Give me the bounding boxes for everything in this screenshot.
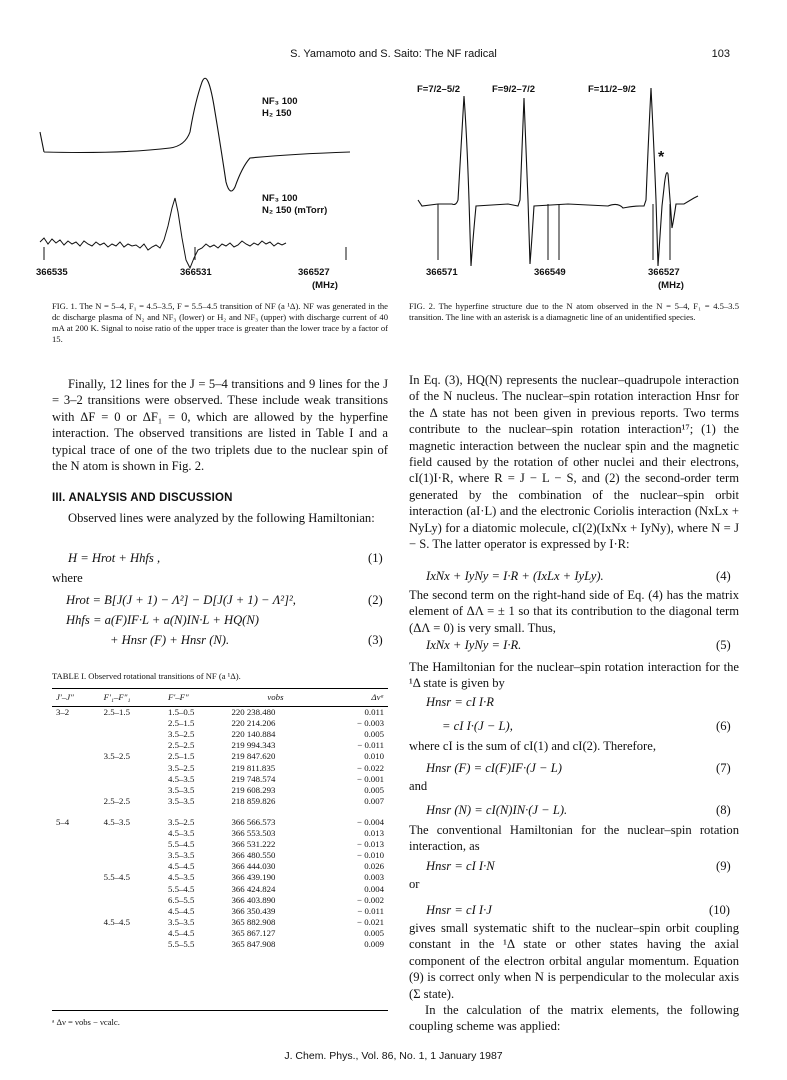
table-cell: 219 811.835 [231, 762, 276, 773]
equation-6-number: (6) [716, 719, 731, 733]
table-row [52, 884, 388, 895]
table-cell [100, 884, 164, 895]
table-cell [100, 763, 164, 774]
fig1-upper-label-2: H₂ 150 [262, 108, 292, 119]
table-cell: 0.009 [364, 938, 384, 949]
equation-9: Hnsr = cI I·N [426, 859, 495, 873]
table-cell: 220 214.206 [231, 718, 276, 729]
table-cell: 0.026 [364, 861, 384, 872]
fig2-label-3: F=11/2–9/2 [588, 84, 636, 95]
fig2-tick-2: 366549 [534, 267, 566, 278]
table-cell: 3.5–2.5 [167, 816, 195, 827]
table-cell [52, 774, 100, 785]
table-cell [164, 807, 227, 817]
table-row [52, 807, 388, 817]
table-cell [100, 861, 164, 872]
table-body [52, 707, 388, 950]
table-cell: 366 403.890 [231, 894, 276, 905]
table-cell: 220 140.884 [231, 729, 276, 740]
table-cell: 2.5–1.5 [167, 751, 195, 762]
table-cell: 218 859.826 [231, 795, 276, 806]
table-cell: 219 748.574 [231, 773, 276, 784]
fig1-upper-trace [40, 78, 350, 191]
table-cell: 4.5–4.5 [103, 916, 131, 927]
table-cell: 4.5–4.5 [167, 861, 195, 872]
table-row [52, 763, 388, 774]
table-cell: 5.5–4.5 [167, 839, 195, 850]
table-cell: 0.003 [364, 872, 384, 883]
table-cell [52, 796, 100, 807]
table-cell: 0.005 [364, 729, 384, 740]
table-cell: 0.005 [364, 784, 384, 795]
table-row [52, 839, 388, 850]
left-paragraph-2: Observed lines were analyzed by the following Hamiltonian: [68, 511, 375, 525]
table-title: TABLE I. Observed rotational transitions of NF (a ¹Δ). [52, 671, 241, 681]
table-row [52, 861, 388, 872]
table-cell [52, 928, 100, 939]
fig2-label-2: F=9/2–7/2 [492, 84, 536, 95]
equation-2-number: (2) [368, 593, 383, 607]
table-cell: 4.5–3.5 [167, 872, 195, 883]
table-cell: 4.5–4.5 [167, 905, 195, 916]
table-cell: 3.5–3.5 [167, 784, 195, 795]
table-cell [52, 939, 100, 950]
equation-4: IxNx + IyNy = I·R + (IxLx + IyLy). [426, 569, 604, 583]
table-cell: − 0.011 [357, 905, 384, 916]
table-cell [100, 774, 164, 785]
and-text: and [409, 779, 428, 793]
table-cell [52, 740, 100, 751]
table-cell [52, 729, 100, 740]
table-cell: − 0.021 [357, 916, 384, 927]
table-cell: 366 439.190 [231, 872, 276, 883]
equation-10: Hnsr = cI I·J [426, 903, 492, 917]
table-header-row [52, 689, 388, 707]
table-cell: 5.5–4.5 [103, 872, 131, 883]
table-cell: 2.5–1.5 [103, 707, 131, 718]
equation-6b: = cI I·(J − L), [442, 719, 513, 733]
table-cell: 3.5–2.5 [103, 751, 131, 762]
table-cell: 365 847.908 [231, 938, 276, 949]
table-row [52, 729, 388, 740]
table-row [52, 740, 388, 751]
table-row [52, 785, 388, 796]
table-row [52, 872, 388, 883]
equation-1: H = Hrot + Hhfs , [68, 551, 161, 565]
table-cell: 2.5–2.5 [103, 795, 131, 806]
table-cell: 3.5–2.5 [167, 762, 195, 773]
table-cell: 5–4 [56, 816, 70, 827]
table-cell [52, 718, 100, 729]
fig1-caption: FIG. 1. The N = 5–4, F₁ = 4.5–3.5, F = 5.5–4.5 transition of NF (a ¹Δ). NF was generated in the dc discharge plasma of N₂ and NF₃ (lower) or H₂ and NF₃ (upper) with discharge current of 40 mA at 200 K. Signal to noise ratio of the upper trace is greater than the lower trace by a factor of 15. [52, 301, 388, 344]
table-cell: − 0.011 [357, 740, 384, 751]
table-row [52, 774, 388, 785]
table-cell [100, 807, 164, 817]
table-header: F′₁–F″₁ [100, 689, 164, 707]
table-cell: 366 424.824 [231, 883, 276, 894]
journal-footer: J. Chem. Phys., Vol. 86, No. 1, 1 January 1987 [284, 1050, 503, 1062]
table-cell [100, 895, 164, 906]
table-cell: 366 444.030 [231, 861, 276, 872]
table-cell [100, 718, 164, 729]
fig1-tick-3: 366527 [298, 267, 330, 278]
table-cell: 4.5–3.5 [167, 773, 195, 784]
table-row [52, 796, 388, 807]
table-cell: 0.011 [364, 707, 384, 718]
right-paragraph-7: In the calculation of the matrix elements, the following coupling scheme was applied: [409, 1003, 739, 1034]
table-cell: 4.5–3.5 [167, 828, 195, 839]
right-paragraph-3: The Hamiltonian for the nuclear–spin rotation interaction for the ¹Δ state is given by [409, 660, 739, 691]
table-cell [100, 928, 164, 939]
table-row [52, 928, 388, 939]
fig2-trace [418, 88, 698, 266]
table-cell: 5.5–4.5 [167, 883, 195, 894]
table-cell: 1.5–0.5 [167, 707, 195, 718]
fig2-tick-1: 366571 [426, 267, 458, 278]
table-cell [227, 807, 323, 817]
table-row [52, 751, 388, 762]
right-paragraph-4: where cI is the sum of cI(1) and cI(2). Therefore, [409, 739, 656, 753]
table-cell: 220 238.480 [231, 707, 276, 718]
fig1-lower-label-2: N₂ 150 (mTorr) [262, 205, 328, 216]
equation-7: Hnsr (F) = cI(F)IF·(J − L) [426, 761, 562, 775]
equation-5-number: (5) [716, 638, 731, 652]
table-cell: 2.5–2.5 [167, 740, 195, 751]
fig1-lower-trace [40, 198, 286, 268]
table-cell: − 0.013 [357, 839, 384, 850]
table-row [52, 707, 388, 719]
table-cell: 3–2 [56, 707, 70, 718]
table-cell: 219 608.293 [231, 784, 276, 795]
table-cell: 366 566.573 [231, 816, 276, 827]
or-text: or [409, 877, 420, 891]
table-cell [100, 906, 164, 917]
table-cell: 5.5–5.5 [167, 938, 195, 949]
table-cell [100, 839, 164, 850]
equation-3-number: (3) [368, 633, 383, 647]
table-cell [52, 906, 100, 917]
table-cell [52, 895, 100, 906]
section-heading: III. ANALYSIS AND DISCUSSION [52, 492, 233, 504]
table-cell [52, 839, 100, 850]
fig1-upper-label-1: NF₃ 100 [262, 96, 298, 107]
page-number: 103 [711, 48, 730, 60]
table-row [52, 917, 388, 928]
table-cell: 6.5–5.5 [167, 894, 195, 905]
table-cell: 366 350.439 [231, 905, 276, 916]
table-row [52, 817, 388, 828]
table-cell [52, 872, 100, 883]
table-cell: − 0.022 [357, 762, 384, 773]
right-paragraph-2: The second term on the right-hand side of Eq. (4) has the matrix element of ΔΛ = ± 1 so that its contribution to the diagonal term (ΔΛ = 0) is very small. Thus, [409, 588, 739, 635]
table-cell: 366 480.550 [231, 850, 276, 861]
table-cell: 365 867.127 [231, 927, 276, 938]
table-cell [52, 751, 100, 762]
table-cell: 0.013 [364, 828, 384, 839]
table-cell [323, 807, 388, 817]
equation-1-number: (1) [368, 551, 383, 565]
table-row [52, 850, 388, 861]
table-cell [100, 740, 164, 751]
equation-4-number: (4) [716, 569, 731, 583]
table-cell [52, 861, 100, 872]
running-title: S. Yamamoto and S. Saito: The NF radical [290, 48, 497, 60]
table-cell [100, 828, 164, 839]
table-cell: 0.010 [364, 751, 384, 762]
equation-6a: Hnsr = cI I·R [426, 695, 494, 709]
table-row [52, 828, 388, 839]
table-cell: − 0.001 [357, 773, 384, 784]
fig2-label-1: F=7/2–5/2 [417, 84, 461, 95]
fig2-caption: FIG. 2. The hyperfine structure due to the N atom observed in the N = 5–4, F₁ = 4.5–3.5 transition. The line with an asterisk is a diamagnetic line of an unidentified species. [409, 301, 739, 322]
table-cell: 3.5–2.5 [167, 729, 195, 740]
figure-2 [408, 88, 708, 268]
table-cell: 4.5–3.5 [103, 816, 131, 827]
table-cell: 365 882.908 [231, 916, 276, 927]
table-cell: 4.5–4.5 [167, 927, 195, 938]
right-paragraph-1: In Eq. (3), HQ(N) represents the nuclear–quadrupole interaction of the N nucleus. The nuclear–spin rotation interaction Hnsr for the Δ state has not been given in previous reports. Two terms contribute to the nuclear–spin rotation interaction¹⁷; (1) the magnetic interaction between the nuclear spin and the magnetic field caused by the rotation of other nuclei and their electrons, cI(1)I·R, where R = J − L − S, and (2) the second-order term generated by the combination of the nuclear–spin orbit interaction (aI·L) and the electronic Coriolis interaction (NxLx + NyLy) for a diatomic molecule, cI(2)(IxNx + IyNy), where N = J − S. The latter operator is expressed by I·R: [409, 373, 739, 552]
equation-8: Hnsr (N) = cI(N)IN·(J − L). [426, 803, 568, 817]
table-cell: − 0.010 [357, 850, 384, 861]
table-header: J′–J″ [52, 689, 100, 707]
left-paragraph-1: Finally, 12 lines for the J = 5–4 transitions and 9 lines for the J = 3–2 transitions were observed. These include weak transitions with ΔF = 0 or ΔF₁ = 0, which are allowed by the hyperfine interaction. The observed transitions are listed in Table I and a typical trace of one of the two triplets due to the nuclear spin of the N atom is shown in Fig. 2. [52, 377, 388, 474]
right-paragraph-6: gives small systematic shift to the nuclear–spin orbit coupling constant in the ¹Δ state or other states having the axial component of the electron orbital angular momentum. Equation (9) is correct only when N is perpendicular to the molecular axis (Σ state). [409, 921, 739, 1001]
equation-5: IxNx + IyNy = I·R. [426, 638, 522, 652]
table-cell: 3.5–3.5 [167, 850, 195, 861]
table-footnote: ᵃ Δν = νobs − νcalc. [52, 1017, 120, 1027]
table-cell [100, 939, 164, 950]
fig1-unit: (MHz) [312, 280, 338, 291]
fig2-unit: (MHz) [658, 280, 684, 291]
equation-8-number: (8) [716, 803, 731, 817]
table-cell: 219 994.343 [231, 740, 276, 751]
equation-3a: Hhfs = a(F)IF·L + a(N)IN·L + HQ(N) [66, 613, 259, 627]
table-row [52, 939, 388, 950]
table-cell [100, 785, 164, 796]
table-header: νobs [227, 689, 323, 707]
fig1-tick-2: 366531 [180, 267, 212, 278]
fig2-asterisk: * [658, 149, 665, 166]
table-header: F′–F″ [164, 689, 227, 707]
table-cell [100, 850, 164, 861]
fig2-tick-3: 366527 [648, 267, 680, 278]
table-cell: − 0.004 [357, 816, 384, 827]
table-cell: 2.5–1.5 [167, 718, 195, 729]
table-row [52, 718, 388, 729]
table-cell: 0.007 [364, 795, 384, 806]
table-cell [52, 884, 100, 895]
observed-transitions-table [52, 688, 388, 950]
table-cell [52, 828, 100, 839]
equation-7-number: (7) [716, 761, 731, 775]
table-cell [52, 917, 100, 928]
table-cell [52, 785, 100, 796]
table-cell [52, 807, 100, 817]
fig1-lower-label-1: NF₃ 100 [262, 193, 298, 204]
table-cell: 0.005 [364, 927, 384, 938]
equation-3b: + Hnsr (F) + Hnsr (N). [110, 633, 230, 647]
table-cell: 3.5–3.5 [167, 795, 195, 806]
equation-10-number: (10) [709, 903, 730, 917]
table-cell: − 0.002 [357, 894, 384, 905]
table-header: Δνᵃ [323, 689, 388, 707]
equation-2: Hrot = B[J(J + 1) − Λ²] − D[J(J + 1) − Λ²]², [66, 593, 296, 607]
table-cell: − 0.003 [357, 718, 384, 729]
table-cell: 219 847.620 [231, 751, 276, 762]
right-paragraph-5: The conventional Hamiltonian for the nuclear–spin rotation interaction, as [409, 823, 739, 854]
equation-9-number: (9) [716, 859, 731, 873]
table-cell: 366 531.222 [231, 839, 276, 850]
table-row [52, 906, 388, 917]
table-cell [52, 763, 100, 774]
where-text: where [52, 571, 83, 585]
table-cell [100, 729, 164, 740]
table-cell: 366 553.503 [231, 828, 276, 839]
fig1-tick-1: 366535 [36, 267, 68, 278]
table-cell [52, 850, 100, 861]
table-cell: 3.5–3.5 [167, 916, 195, 927]
table-cell: 0.004 [364, 883, 384, 894]
table-row [52, 895, 388, 906]
